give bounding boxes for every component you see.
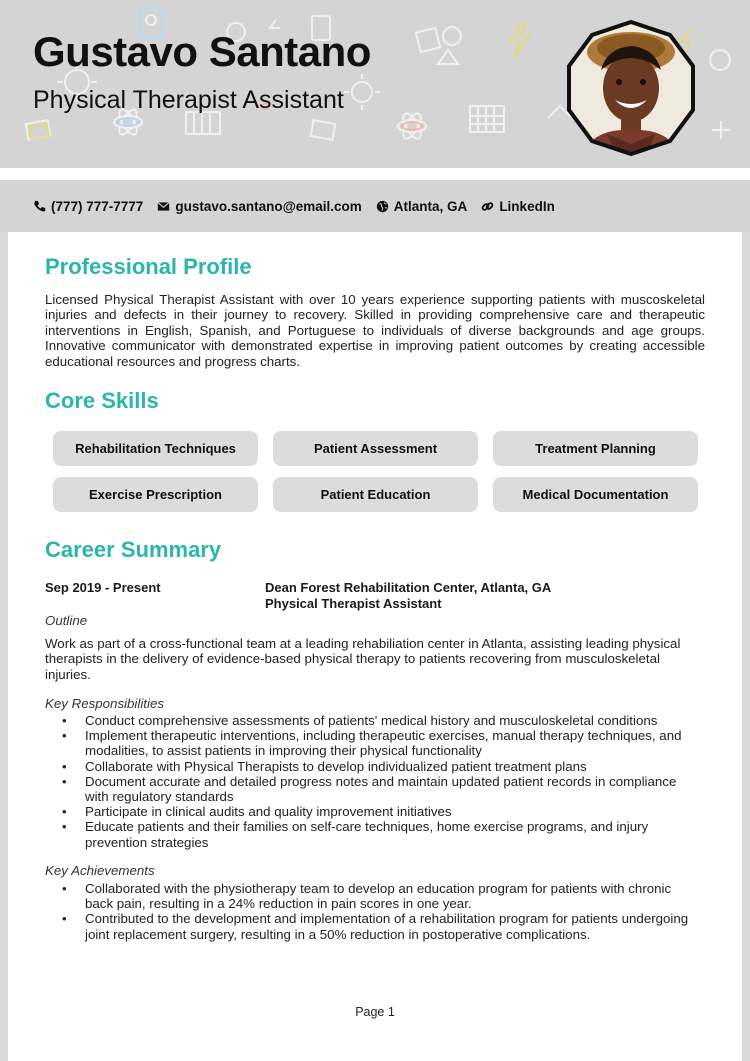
- candidate-title: Physical Therapist Assistant: [33, 86, 344, 114]
- job-employer: [265, 580, 551, 611]
- achievements-list: [45, 881, 695, 942]
- list-item: • Conduct comprehensive assessments of patients' medical history and musculoskeletal conditions: [45, 713, 695, 728]
- page-number: Page 1: [355, 1005, 395, 1019]
- list-item: • Implement therapeutic interventions, including therapeutic exercises, manual therapy techniques, and modalities, to assist patients in improving their physical functionality: [45, 728, 695, 758]
- job-company: Dean Forest Rehabilitation Center, Atlanta, GA: [265, 580, 552, 595]
- job-dates: Sep 2019 - Present: [45, 580, 161, 595]
- globe-icon: [376, 200, 389, 213]
- resume-page: [8, 232, 742, 1061]
- header-separator: [0, 168, 750, 180]
- skill-chip: Patient Assessment: [273, 431, 478, 466]
- contact-location: [376, 199, 468, 214]
- list-item: • Participate in clinical audits and quality improvement initiatives: [45, 804, 695, 819]
- outline-label: Outline: [45, 613, 88, 628]
- skill-chip: Patient Education: [273, 477, 478, 512]
- link-icon: [481, 200, 494, 213]
- career-heading: Career Summary: [45, 537, 222, 562]
- outline-text: Work as part of a cross-functional team at a leading rehabiliation center in Atlanta, assisting leading physical therapists in the delivery of evidence-based physical therapy to patients recovering from musculoskeletal injuries.: [45, 636, 681, 682]
- responsibilities-label: Key Responsibilities: [45, 696, 164, 711]
- candidate-name: Gustavo Santano: [33, 28, 371, 75]
- skills-grid: [53, 431, 699, 512]
- profile-photo: [561, 18, 701, 158]
- envelope-icon: [157, 200, 170, 213]
- list-item: • Collaborated with the physiotherapy team to develop an education program for patients with chronic back pain, resulting in a 24% reduction in pain scores in one year.: [45, 881, 695, 911]
- phone-icon: [33, 200, 46, 213]
- phone-text: (777) 777-7777: [51, 198, 144, 214]
- skill-chip: Rehabilitation Techniques: [53, 431, 258, 466]
- list-item: • Contributed to the development and implementation of a rehabilitation program for patients undergoing joint replacement surgery, resulting in a 50% reduction in postoperative complications.: [45, 911, 695, 941]
- list-item: • Educate patients and their families on self-care techniques, home exercise programs, and injury prevention strategies: [45, 819, 695, 849]
- contact-linkedin[interactable]: [481, 199, 555, 214]
- contact-phone[interactable]: [33, 199, 143, 214]
- profile-heading: Professional Profile: [45, 254, 252, 279]
- responsibilities-list: [45, 713, 695, 850]
- contact-bar: [0, 180, 750, 232]
- achievements-label: Key Achievements: [45, 863, 155, 878]
- skill-chip: Treatment Planning: [493, 431, 698, 466]
- list-item: • Collaborate with Physical Therapists to develop individualized patient treatment plans: [45, 759, 695, 774]
- linkedin-text: LinkedIn: [499, 198, 555, 214]
- skills-heading: Core Skills: [45, 388, 159, 413]
- header-band: [0, 0, 750, 168]
- skill-chip: Medical Documentation: [493, 477, 698, 512]
- job-role: Physical Therapist Assistant: [265, 595, 442, 611]
- contact-email[interactable]: [157, 199, 361, 214]
- skill-chip: Exercise Prescription: [53, 477, 258, 512]
- profile-text: Licensed Physical Therapist Assistant with over 10 years experience supporting patients with muscoskeletal injuries and defects in their journey to recovery. Skilled in providing comprehensive care and therapeutic interventions in English, Spanish, and Portuguese to individuals of diverse backgrounds and age groups. Innovative communicator with demonstrated expertise in improving patient outcomes by creating accessible educational resources and progress charts.: [45, 292, 705, 369]
- list-item: • Document accurate and detailed progress notes and maintain updated patient records in compliance with regulatory standards: [45, 774, 695, 804]
- location-text: Atlanta, GA: [393, 198, 468, 214]
- email-text: gustavo.santano@email.com: [175, 198, 362, 214]
